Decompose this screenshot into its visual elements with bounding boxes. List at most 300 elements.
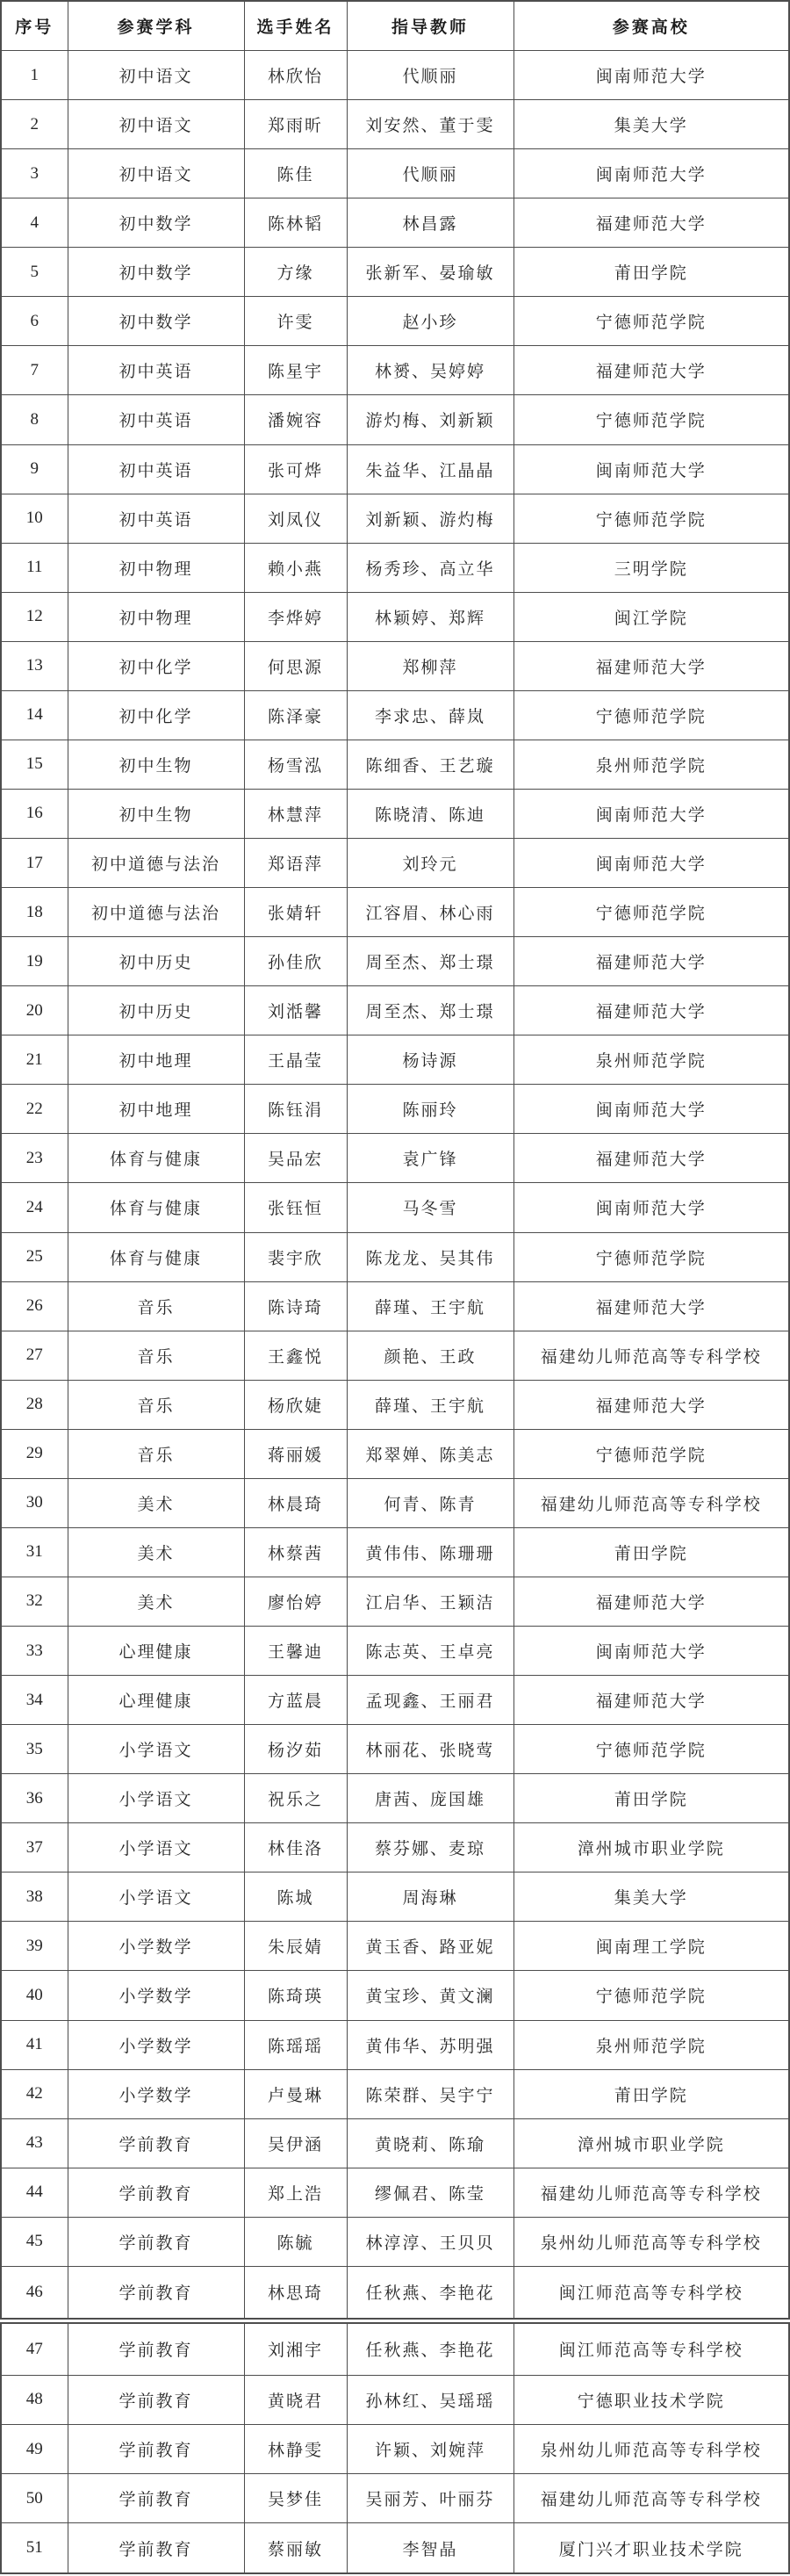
cell-subject: 音乐 xyxy=(68,1380,244,1429)
cell-subject: 音乐 xyxy=(68,1281,244,1331)
cell-contestant: 潘婉容 xyxy=(244,395,347,444)
cell-teachers: 郑翠婵、陈美志 xyxy=(347,1429,514,1478)
cell-school: 莆田学院 xyxy=(514,1774,789,1823)
cell-number: 28 xyxy=(1,1380,68,1429)
cell-contestant: 杨汐茹 xyxy=(244,1725,347,1774)
cell-number: 31 xyxy=(1,1527,68,1577)
cell-subject: 学前教育 xyxy=(68,2474,244,2523)
cell-subject: 小学语文 xyxy=(68,1872,244,1922)
cell-subject: 美术 xyxy=(68,1577,244,1626)
cell-school: 莆田学院 xyxy=(514,248,789,297)
cell-contestant: 廖怡婷 xyxy=(244,1577,347,1626)
table-row xyxy=(1,1183,789,1232)
cell-subject: 学前教育 xyxy=(68,2266,244,2320)
cell-contestant: 刘湘宇 xyxy=(244,2320,347,2375)
cell-school: 宁德师范学院 xyxy=(514,888,789,937)
cell-number: 40 xyxy=(1,1971,68,2020)
cell-subject: 初中生物 xyxy=(68,740,244,789)
cell-teachers: 林昌露 xyxy=(347,198,514,248)
table-row xyxy=(1,494,789,543)
cell-contestant: 刘凤仪 xyxy=(244,494,347,543)
cell-number: 9 xyxy=(1,444,68,494)
table-row xyxy=(1,2069,789,2118)
table-row xyxy=(1,690,789,740)
table-row xyxy=(1,1823,789,1872)
cell-subject: 音乐 xyxy=(68,1331,244,1380)
cell-subject: 初中历史 xyxy=(68,937,244,986)
table-row xyxy=(1,986,789,1035)
cell-school: 宁德师范学院 xyxy=(514,690,789,740)
cell-subject: 初中化学 xyxy=(68,641,244,690)
cell-number: 23 xyxy=(1,1134,68,1183)
cell-number: 22 xyxy=(1,1085,68,1134)
cell-teachers: 黄晓莉、陈瑜 xyxy=(347,2118,514,2168)
cell-school: 漳州城市职业学院 xyxy=(514,1823,789,1872)
cell-contestant: 陈泽豪 xyxy=(244,690,347,740)
cell-number: 18 xyxy=(1,888,68,937)
cell-contestant: 陈诗琦 xyxy=(244,1281,347,1331)
cell-teachers: 蔡芬娜、麦琼 xyxy=(347,1823,514,1872)
cell-subject: 小学数学 xyxy=(68,1922,244,1971)
cell-contestant: 陈钰涓 xyxy=(244,1085,347,1134)
cell-subject: 初中英语 xyxy=(68,444,244,494)
cell-teachers: 刘新颖、游灼梅 xyxy=(347,494,514,543)
cell-school: 闽南师范大学 xyxy=(514,839,789,888)
cell-number: 15 xyxy=(1,740,68,789)
cell-subject: 体育与健康 xyxy=(68,1232,244,1281)
table-row xyxy=(1,444,789,494)
cell-school: 福建师范大学 xyxy=(514,1134,789,1183)
cell-contestant: 张钰恒 xyxy=(244,1183,347,1232)
cell-contestant: 陈林韬 xyxy=(244,198,347,248)
cell-contestant: 刘湉馨 xyxy=(244,986,347,1035)
table-row xyxy=(1,1134,789,1183)
cell-subject: 学前教育 xyxy=(68,2320,244,2375)
table-row xyxy=(1,149,789,198)
cell-teachers: 杨诗源 xyxy=(347,1035,514,1085)
table-row xyxy=(1,740,789,789)
cell-subject: 体育与健康 xyxy=(68,1134,244,1183)
cell-contestant: 方蓝晨 xyxy=(244,1676,347,1725)
cell-teachers: 游灼梅、刘新颖 xyxy=(347,395,514,444)
cell-teachers: 颜艳、王政 xyxy=(347,1331,514,1380)
cell-number: 17 xyxy=(1,839,68,888)
cell-contestant: 林晨琦 xyxy=(244,1478,347,1527)
cell-contestant: 许雯 xyxy=(244,297,347,346)
table-row xyxy=(1,839,789,888)
cell-school: 宁德师范学院 xyxy=(514,395,789,444)
cell-number: 2 xyxy=(1,100,68,149)
cell-school: 三明学院 xyxy=(514,543,789,592)
cell-school: 泉州师范学院 xyxy=(514,2020,789,2069)
table-row xyxy=(1,1281,789,1331)
cell-school: 闽南师范大学 xyxy=(514,789,789,838)
cell-school: 福建幼儿师范高等专科学校 xyxy=(514,2474,789,2523)
cell-subject: 初中物理 xyxy=(68,592,244,641)
cell-contestant: 朱辰婧 xyxy=(244,1922,347,1971)
cell-teachers: 林颖婷、郑辉 xyxy=(347,592,514,641)
cell-subject: 初中道德与法治 xyxy=(68,839,244,888)
cell-number: 34 xyxy=(1,1676,68,1725)
cell-teachers: 孙林红、吴瑶瑶 xyxy=(347,2375,514,2424)
cell-subject: 心理健康 xyxy=(68,1676,244,1725)
cell-teachers: 许颖、刘婉萍 xyxy=(347,2425,514,2474)
cell-school: 宁德师范学院 xyxy=(514,1232,789,1281)
cell-school: 宁德师范学院 xyxy=(514,297,789,346)
cell-school: 福建师范大学 xyxy=(514,1577,789,1626)
table-body xyxy=(1,51,789,2574)
cell-teachers: 缪佩君、陈莹 xyxy=(347,2168,514,2217)
cell-number: 13 xyxy=(1,641,68,690)
cell-school: 闽南师范大学 xyxy=(514,1627,789,1676)
cell-number: 19 xyxy=(1,937,68,986)
cell-school: 福建幼儿师范高等专科学校 xyxy=(514,2168,789,2217)
cell-number: 33 xyxy=(1,1627,68,1676)
cell-teachers: 薛瑾、王宇航 xyxy=(347,1281,514,1331)
cell-teachers: 周海琳 xyxy=(347,1872,514,1922)
cell-teachers: 周至杰、郑士璟 xyxy=(347,937,514,986)
table-row xyxy=(1,2168,789,2217)
cell-teachers: 黄伟伟、陈珊珊 xyxy=(347,1527,514,1577)
cell-school: 福建师范大学 xyxy=(514,1676,789,1725)
table-row xyxy=(1,1872,789,1922)
cell-teachers: 李智晶 xyxy=(347,2523,514,2573)
cell-number: 7 xyxy=(1,346,68,395)
table-row xyxy=(1,543,789,592)
cell-contestant: 吴品宏 xyxy=(244,1134,347,1183)
cell-school: 漳州城市职业学院 xyxy=(514,2118,789,2168)
cell-number: 30 xyxy=(1,1478,68,1527)
cell-school: 莆田学院 xyxy=(514,1527,789,1577)
cell-subject: 初中数学 xyxy=(68,297,244,346)
table-row xyxy=(1,248,789,297)
cell-subject: 初中地理 xyxy=(68,1035,244,1085)
cell-school: 泉州幼儿师范高等专科学校 xyxy=(514,2217,789,2266)
cell-contestant: 李烨婷 xyxy=(244,592,347,641)
cell-number: 29 xyxy=(1,1429,68,1478)
cell-number: 8 xyxy=(1,395,68,444)
header-contestant: 选手姓名 xyxy=(244,1,347,51)
cell-school: 宁德师范学院 xyxy=(514,1429,789,1478)
cell-subject: 学前教育 xyxy=(68,2375,244,2424)
cell-teachers: 任秋燕、李艳花 xyxy=(347,2266,514,2320)
header-row xyxy=(1,1,789,51)
cell-school: 闽江师范高等专科学校 xyxy=(514,2320,789,2375)
cell-number: 20 xyxy=(1,986,68,1035)
cell-teachers: 李求忠、薛岚 xyxy=(347,690,514,740)
cell-contestant: 陈琦瑛 xyxy=(244,1971,347,2020)
cell-subject: 初中数学 xyxy=(68,198,244,248)
cell-teachers: 代顺丽 xyxy=(347,51,514,100)
cell-number: 1 xyxy=(1,51,68,100)
cell-school: 闽南理工学院 xyxy=(514,1922,789,1971)
cell-contestant: 黄晓君 xyxy=(244,2375,347,2424)
cell-subject: 心理健康 xyxy=(68,1627,244,1676)
cell-number: 5 xyxy=(1,248,68,297)
cell-school: 闽江学院 xyxy=(514,592,789,641)
cell-number: 3 xyxy=(1,149,68,198)
cell-subject: 小学数学 xyxy=(68,2069,244,2118)
cell-contestant: 郑语萍 xyxy=(244,839,347,888)
cell-teachers: 唐茜、庞国雄 xyxy=(347,1774,514,1823)
cell-school: 闽江师范高等专科学校 xyxy=(514,2266,789,2320)
cell-number: 37 xyxy=(1,1823,68,1872)
cell-contestant: 郑上浩 xyxy=(244,2168,347,2217)
cell-teachers: 郑柳萍 xyxy=(347,641,514,690)
table-row xyxy=(1,1527,789,1577)
cell-teachers: 陈丽玲 xyxy=(347,1085,514,1134)
cell-teachers: 陈志英、王卓亮 xyxy=(347,1627,514,1676)
cell-subject: 初中英语 xyxy=(68,395,244,444)
cell-subject: 初中生物 xyxy=(68,789,244,838)
table-row xyxy=(1,1676,789,1725)
cell-teachers: 黄玉香、路亚妮 xyxy=(347,1922,514,1971)
cell-teachers: 陈荣群、吴宇宁 xyxy=(347,2069,514,2118)
cell-contestant: 王馨迪 xyxy=(244,1627,347,1676)
cell-subject: 初中语文 xyxy=(68,51,244,100)
cell-number: 25 xyxy=(1,1232,68,1281)
cell-number: 12 xyxy=(1,592,68,641)
table-row xyxy=(1,1774,789,1823)
cell-contestant: 杨欣婕 xyxy=(244,1380,347,1429)
cell-number: 16 xyxy=(1,789,68,838)
cell-subject: 初中地理 xyxy=(68,1085,244,1134)
cell-number: 6 xyxy=(1,297,68,346)
cell-school: 集美大学 xyxy=(514,100,789,149)
table-row xyxy=(1,592,789,641)
cell-contestant: 何思源 xyxy=(244,641,347,690)
cell-contestant: 张可烨 xyxy=(244,444,347,494)
cell-subject: 初中数学 xyxy=(68,248,244,297)
cell-contestant: 林静雯 xyxy=(244,2425,347,2474)
cell-number: 47 xyxy=(1,2320,68,2375)
cell-teachers: 黄伟华、苏明强 xyxy=(347,2020,514,2069)
cell-subject: 小学语文 xyxy=(68,1823,244,1872)
cell-teachers: 刘玲元 xyxy=(347,839,514,888)
table-row xyxy=(1,2425,789,2474)
cell-contestant: 林蔡茜 xyxy=(244,1527,347,1577)
cell-subject: 美术 xyxy=(68,1527,244,1577)
table-row xyxy=(1,1577,789,1626)
cell-number: 26 xyxy=(1,1281,68,1331)
cell-contestant: 方缘 xyxy=(244,248,347,297)
cell-number: 43 xyxy=(1,2118,68,2168)
cell-contestant: 吴伊涵 xyxy=(244,2118,347,2168)
header-teachers: 指导教师 xyxy=(347,1,514,51)
cell-subject: 初中化学 xyxy=(68,690,244,740)
cell-school: 福建师范大学 xyxy=(514,346,789,395)
cell-subject: 学前教育 xyxy=(68,2425,244,2474)
cell-contestant: 陈星宇 xyxy=(244,346,347,395)
cell-school: 厦门兴才职业技术学院 xyxy=(514,2523,789,2573)
table-row xyxy=(1,2474,789,2523)
cell-school: 闽南师范大学 xyxy=(514,1183,789,1232)
cell-teachers: 陈细香、王艺璇 xyxy=(347,740,514,789)
table-row xyxy=(1,2523,789,2573)
table-row xyxy=(1,2020,789,2069)
cell-contestant: 王晶莹 xyxy=(244,1035,347,1085)
cell-number: 32 xyxy=(1,1577,68,1626)
table-row xyxy=(1,789,789,838)
cell-school: 福建师范大学 xyxy=(514,198,789,248)
cell-subject: 学前教育 xyxy=(68,2168,244,2217)
header-subject: 参赛学科 xyxy=(68,1,244,51)
cell-teachers: 江启华、王颖洁 xyxy=(347,1577,514,1626)
cell-number: 41 xyxy=(1,2020,68,2069)
table-row xyxy=(1,1085,789,1134)
cell-subject: 小学数学 xyxy=(68,1971,244,2020)
cell-contestant: 陈瑶瑶 xyxy=(244,2020,347,2069)
table-row xyxy=(1,1429,789,1478)
cell-school: 闽南师范大学 xyxy=(514,1085,789,1134)
cell-number: 27 xyxy=(1,1331,68,1380)
cell-school: 泉州师范学院 xyxy=(514,1035,789,1085)
cell-number: 39 xyxy=(1,1922,68,1971)
cell-contestant: 祝乐之 xyxy=(244,1774,347,1823)
cell-school: 福建幼儿师范高等专科学校 xyxy=(514,1478,789,1527)
cell-subject: 初中语文 xyxy=(68,100,244,149)
cell-number: 50 xyxy=(1,2474,68,2523)
cell-contestant: 郑雨昕 xyxy=(244,100,347,149)
cell-number: 14 xyxy=(1,690,68,740)
cell-teachers: 周至杰、郑士璟 xyxy=(347,986,514,1035)
cell-school: 宁德师范学院 xyxy=(514,1725,789,1774)
cell-teachers: 黄宝珍、黄文澜 xyxy=(347,1971,514,2020)
cell-school: 宁德职业技术学院 xyxy=(514,2375,789,2424)
table-row xyxy=(1,1380,789,1429)
table-row xyxy=(1,2266,789,2320)
cell-teachers: 陈晓清、陈迪 xyxy=(347,789,514,838)
table-row xyxy=(1,2217,789,2266)
table-row xyxy=(1,1478,789,1527)
cell-contestant: 张婧轩 xyxy=(244,888,347,937)
cell-number: 4 xyxy=(1,198,68,248)
cell-teachers: 任秋燕、李艳花 xyxy=(347,2320,514,2375)
cell-subject: 小学数学 xyxy=(68,2020,244,2069)
table-row xyxy=(1,198,789,248)
header-school: 参赛高校 xyxy=(514,1,789,51)
cell-school: 莆田学院 xyxy=(514,2069,789,2118)
header-number: 序号 xyxy=(1,1,68,51)
cell-contestant: 孙佳欣 xyxy=(244,937,347,986)
cell-teachers: 薛瑾、王宇航 xyxy=(347,1380,514,1429)
cell-school: 福建师范大学 xyxy=(514,641,789,690)
cell-contestant: 赖小燕 xyxy=(244,543,347,592)
cell-school: 福建幼儿师范高等专科学校 xyxy=(514,1331,789,1380)
cell-school: 泉州师范学院 xyxy=(514,740,789,789)
cell-number: 45 xyxy=(1,2217,68,2266)
cell-teachers: 马冬雪 xyxy=(347,1183,514,1232)
cell-teachers: 陈龙龙、吴其伟 xyxy=(347,1232,514,1281)
table-row xyxy=(1,395,789,444)
cell-subject: 初中道德与法治 xyxy=(68,888,244,937)
cell-teachers: 代顺丽 xyxy=(347,149,514,198)
cell-school: 福建师范大学 xyxy=(514,986,789,1035)
cell-number: 51 xyxy=(1,2523,68,2573)
cell-contestant: 杨雪泓 xyxy=(244,740,347,789)
cell-number: 10 xyxy=(1,494,68,543)
cell-contestant: 林欣怡 xyxy=(244,51,347,100)
cell-number: 11 xyxy=(1,543,68,592)
cell-teachers: 林淳淳、王贝贝 xyxy=(347,2217,514,2266)
cell-school: 宁德师范学院 xyxy=(514,1971,789,2020)
cell-contestant: 林思琦 xyxy=(244,2266,347,2320)
table-row xyxy=(1,100,789,149)
table-row xyxy=(1,937,789,986)
cell-contestant: 蒋丽媛 xyxy=(244,1429,347,1478)
table-row xyxy=(1,641,789,690)
table-row xyxy=(1,1922,789,1971)
cell-school: 福建师范大学 xyxy=(514,1380,789,1429)
cell-number: 44 xyxy=(1,2168,68,2217)
cell-number: 38 xyxy=(1,1872,68,1922)
cell-teachers: 江容眉、林心雨 xyxy=(347,888,514,937)
cell-subject: 体育与健康 xyxy=(68,1183,244,1232)
cell-school: 闽南师范大学 xyxy=(514,444,789,494)
cell-school: 福建师范大学 xyxy=(514,937,789,986)
cell-subject: 初中历史 xyxy=(68,986,244,1035)
cell-contestant: 陈毓 xyxy=(244,2217,347,2266)
cell-teachers: 孟现鑫、王丽君 xyxy=(347,1676,514,1725)
cell-teachers: 张新军、晏瑜敏 xyxy=(347,248,514,297)
cell-teachers: 袁广锋 xyxy=(347,1134,514,1183)
cell-school: 闽南师范大学 xyxy=(514,149,789,198)
cell-teachers: 赵小珍 xyxy=(347,297,514,346)
table-row xyxy=(1,2320,789,2375)
cell-number: 46 xyxy=(1,2266,68,2320)
cell-subject: 小学语文 xyxy=(68,1725,244,1774)
cell-school: 闽南师范大学 xyxy=(514,51,789,100)
table-row xyxy=(1,1627,789,1676)
cell-number: 42 xyxy=(1,2069,68,2118)
cell-number: 48 xyxy=(1,2375,68,2424)
cell-teachers: 何青、陈青 xyxy=(347,1478,514,1527)
cell-subject: 小学语文 xyxy=(68,1774,244,1823)
cell-teachers: 朱益华、江晶晶 xyxy=(347,444,514,494)
cell-teachers: 林赟、吴婷婷 xyxy=(347,346,514,395)
cell-subject: 学前教育 xyxy=(68,2523,244,2573)
cell-contestant: 裴宇欣 xyxy=(244,1232,347,1281)
cell-school: 泉州幼儿师范高等专科学校 xyxy=(514,2425,789,2474)
table-row xyxy=(1,1971,789,2020)
cell-contestant: 吴梦佳 xyxy=(244,2474,347,2523)
cell-number: 21 xyxy=(1,1035,68,1085)
table-row xyxy=(1,297,789,346)
table-row xyxy=(1,1725,789,1774)
cell-teachers: 杨秀珍、高立华 xyxy=(347,543,514,592)
table-row xyxy=(1,1035,789,1085)
cell-number: 35 xyxy=(1,1725,68,1774)
cell-contestant: 陈城 xyxy=(244,1872,347,1922)
table-row xyxy=(1,1331,789,1380)
cell-school: 宁德师范学院 xyxy=(514,494,789,543)
cell-contestant: 陈佳 xyxy=(244,149,347,198)
cell-number: 49 xyxy=(1,2425,68,2474)
cell-subject: 初中英语 xyxy=(68,494,244,543)
cell-contestant: 林慧萍 xyxy=(244,789,347,838)
cell-contestant: 王鑫悦 xyxy=(244,1331,347,1380)
cell-number: 36 xyxy=(1,1774,68,1823)
cell-teachers: 刘安然、董于雯 xyxy=(347,100,514,149)
cell-school: 集美大学 xyxy=(514,1872,789,1922)
cell-contestant: 林佳洛 xyxy=(244,1823,347,1872)
table-row xyxy=(1,2118,789,2168)
table-row xyxy=(1,51,789,100)
cell-subject: 美术 xyxy=(68,1478,244,1527)
cell-subject: 学前教育 xyxy=(68,2118,244,2168)
cell-subject: 音乐 xyxy=(68,1429,244,1478)
cell-subject: 学前教育 xyxy=(68,2217,244,2266)
